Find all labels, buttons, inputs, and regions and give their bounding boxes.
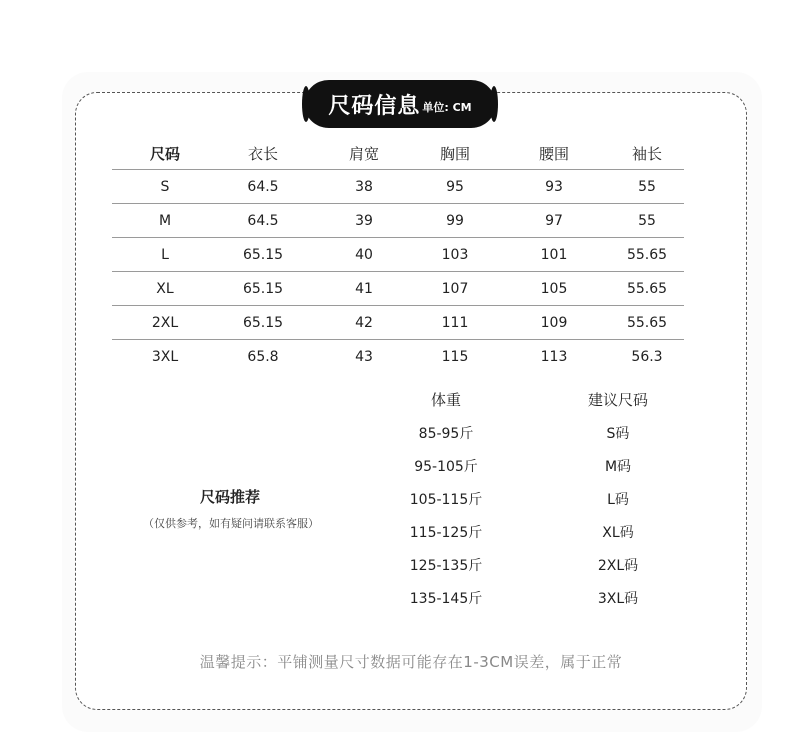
table-cell: 115 [441,348,469,365]
table-cell: 111 [441,314,469,331]
header-sleeve: 袖长 [631,144,662,163]
table-cell: 101 [540,246,568,263]
table-row [112,204,684,238]
title-badge [305,80,495,128]
header-suggested-size: 建议尺码 [587,391,648,409]
weight-range: 105-115斤 [409,491,483,508]
table-header-row [112,137,684,170]
header-weight: 体重 [430,391,461,409]
weight-range: 95-105斤 [414,458,478,475]
recommendation-note: （仅供参考，如有疑问请联系客服） [143,517,319,530]
recommendation-label: 尺码推荐 [199,488,260,506]
table-cell: 65.15 [242,314,284,331]
table-cell: 65.8 [247,348,279,365]
recommendation-row [380,482,680,515]
table-cell: 55 [638,212,656,229]
recommendation-row [380,548,680,581]
suggested-size: S码 [606,425,630,442]
table-cell: 64.5 [247,178,279,195]
footer-note: 温馨提示：平铺测量尺寸数据可能存在1-3CM误差，属于正常 [199,653,623,671]
weight-range: 135-145斤 [409,590,483,607]
table-row [112,272,684,306]
table-cell: 64.5 [247,212,279,229]
recommendation-header-row [380,383,680,416]
table-cell: 42 [355,314,373,331]
recommendation-row [380,581,680,614]
recommendation-row [380,416,680,449]
table-cell: 40 [355,246,373,263]
weight-range: 85-95斤 [418,425,474,442]
table-cell: L [161,246,169,263]
header-shoulder: 肩宽 [348,144,379,163]
table-cell: 2XL [151,314,179,331]
table-cell: 65.15 [242,246,284,263]
table-row [112,238,684,272]
recommendation-row [380,515,680,548]
suggested-size: 3XL码 [597,590,639,607]
table-cell: 43 [355,348,373,365]
suggested-size: L码 [607,491,629,508]
table-cell: 105 [540,280,568,297]
weight-range: 125-135斤 [409,557,483,574]
suggested-size: XL码 [602,524,634,541]
table-cell: 107 [441,280,469,297]
header-size: 尺码 [149,144,180,163]
size-table [112,137,684,373]
table-cell: 55.65 [626,280,668,297]
recommendation-table [380,383,680,614]
header-chest: 胸围 [439,144,470,163]
weight-range: 115-125斤 [409,524,483,541]
table-cell: 38 [355,178,373,195]
table-row [112,170,684,204]
table-cell: 103 [441,246,469,263]
table-row [112,306,684,340]
suggested-size: M码 [604,458,632,475]
table-cell: 3XL [151,348,179,365]
recommendation-row [380,449,680,482]
table-cell: 41 [355,280,373,297]
table-cell: 55.65 [626,314,668,331]
table-cell: M [158,212,172,229]
table-cell: 55 [638,178,656,195]
table-cell: 93 [545,178,563,195]
table-cell: 97 [545,212,563,229]
table-cell: 39 [355,212,373,229]
unit-label: 单位: CM [422,101,472,114]
table-cell: 95 [446,178,464,195]
table-cell: 55.65 [626,246,668,263]
table-cell: S [160,178,170,195]
table-cell: 113 [540,348,568,365]
page-title: 尺码信息 [328,93,421,119]
table-cell: 56.3 [631,348,663,365]
table-cell: 99 [446,212,464,229]
table-row [112,340,684,373]
header-waist: 腰围 [538,144,569,163]
header-length: 衣长 [247,144,278,163]
table-cell: 65.15 [242,280,284,297]
suggested-size: 2XL码 [597,557,639,574]
table-cell: 109 [540,314,568,331]
table-cell: XL [156,280,174,297]
